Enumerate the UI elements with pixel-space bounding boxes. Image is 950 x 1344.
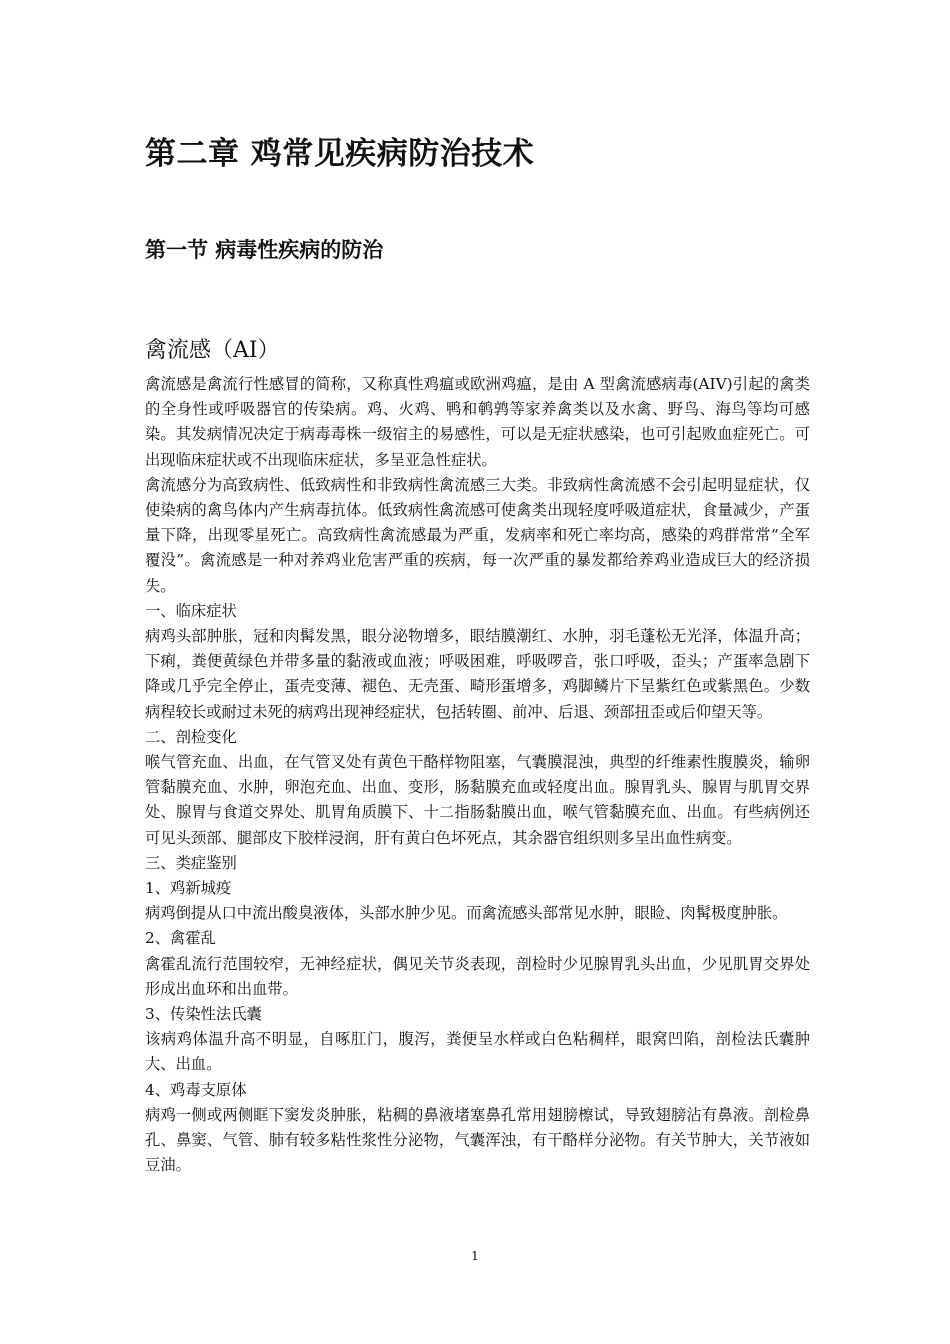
section-title: 第一节 病毒性疾病的防治 — [145, 237, 384, 262]
subheading-bursal-disease: 3、传染性法氏囊 — [145, 1005, 262, 1024]
subheading-fowl-cholera: 2、禽霍乱 — [145, 929, 216, 948]
paragraph-overview: 禽流感是禽流行性感冒的简称，又称真性鸡瘟或欧洲鸡瘟，是由 A 型禽流感病毒(AIV)引起的禽类的全身性或呼吸器官的传染病。鸡、火鸡、鸭和鹌鹑等家养禽类以及水禽、野鸟、海鸟等均可感染。其发病情况决定于病毒毒株一级宿主的易感性，可以是无症状感染，也可引起败血症死亡。可出现临床症状或不出现临床症状，多呈亚急性症状。 — [145, 375, 810, 469]
page-number: 1 — [471, 1249, 479, 1263]
heading-differential-diagnosis: 三、类症鉴别 — [145, 853, 237, 872]
heading-clinical-symptoms: 一、临床症状 — [145, 601, 237, 620]
paragraph-classification: 禽流感分为高致病性、低致病性和非致病性禽流感三大类。非致病性禽流感不会引起明显症状，仅使染病的禽鸟体内产生病毒抗体。低致病性禽流感可使禽类出现轻度呼吸道症状，食量减少，产蛋量下降，出现零星死亡。高致病性禽流感最为严重，发病率和死亡率均高，感染的鸡群常常“全军覆没”。禽流感是一种对养鸡业危害严重的疾病，每一次严重的暴发都给养鸡业造成巨大的经济损失。 — [145, 475, 810, 595]
chapter-title: 第二章 鸡常见疾病防治技术 — [145, 136, 535, 172]
topic-title: 禽流感（AI） — [145, 338, 280, 363]
paragraph-clinical-symptoms: 病鸡头部肿胀，冠和肉髯发黑，眼分泌物增多，眼结膜潮红、水肿，羽毛蓬松无光泽，体温升高；下痢，粪便黄绿色并带多量的黏液或血液；呼吸困难，呼吸啰音，张口呼吸，歪头；产蛋率急剧下降或几乎完全停止，蛋壳变薄、褪色、无壳蛋、畸形蛋增多，鸡脚鳞片下呈紫红色或紫黑色。少数病程较长或耐过未死的病鸡出现神经症状，包括转圈、前冲、后退、颈部扭歪或后仰望天等。 — [145, 627, 810, 721]
subheading-newcastle-disease: 1、鸡新城疫 — [145, 879, 232, 898]
heading-necropsy-changes: 二、剖检变化 — [145, 727, 237, 746]
paragraph-fowl-cholera: 禽霍乱流行范围较窄，无神经症状，偶见关节炎表现，剖检时少见腺胃乳头出血，少见肌胃交界处形成出血环和出血带。 — [145, 954, 810, 998]
paragraph-bursal-disease: 该病鸡体温升高不明显，自啄肛门，腹泻，粪便呈水样或白色粘稠样，眼窝凹陷，剖检法氏囊肿大、出血。 — [145, 1030, 810, 1074]
paragraph-newcastle-disease: 病鸡倒提从口中流出酸臭液体，头部水肿少见。而禽流感头部常见水肿，眼睑、肉髯极度肿胀。 — [145, 904, 788, 923]
body-text — [145, 372, 810, 1179]
subheading-mycoplasma: 4、鸡毒支原体 — [145, 1080, 247, 1099]
paragraph-mycoplasma: 病鸡一侧或两侧眶下窦发炎肿胀，粘稠的鼻液堵塞鼻孔常用翅膀檫试，导致翅膀沾有鼻液。剖检鼻孔、鼻窦、气管、肺有较多粘性浆性分泌物，气囊浑浊，有干酪样分泌物。有关节肿大，关节液如豆油。 — [145, 1105, 810, 1175]
paragraph-necropsy-changes: 喉气管充血、出血，在气管叉处有黄色干酪样物阻塞，气囊膜混浊，典型的纤维素性腹膜炎，输卵管黏膜充血、水肿，卵泡充血、出血、变形，肠黏膜充血或轻度出血。腺胃乳头、腺胃与肌胃交界处、腺胃与食道交界处、肌胃角质膜下、十二指肠黏膜出血，喉气管黏膜充血、出血。有些病例还可见头颈部、腿部皮下胶样浸润，肝有黄白色坏死点，其余器官组织则多呈出血性病变。 — [145, 753, 810, 847]
